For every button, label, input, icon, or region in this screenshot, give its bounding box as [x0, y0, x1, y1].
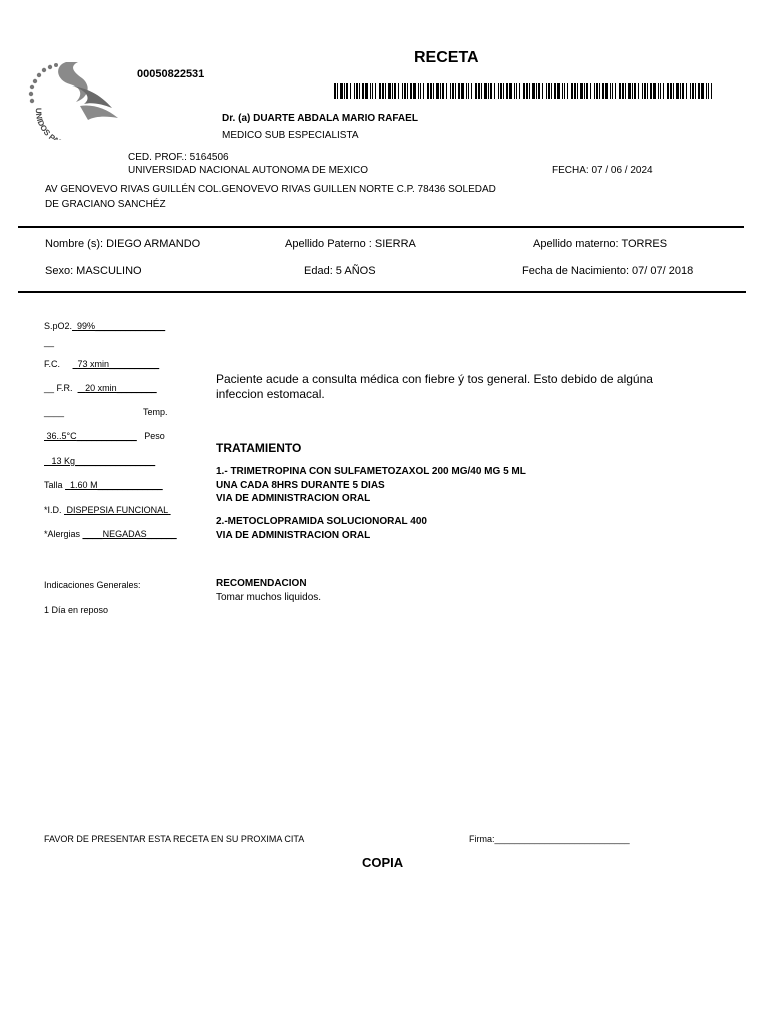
divider-top: [18, 226, 744, 228]
patient-fecha-nacimiento: Fecha de Nacimiento: 07/ 07/ 2018: [522, 265, 694, 277]
signature-line: ___________________________: [494, 834, 630, 844]
patient-apellido-materno: Apellido materno: TORRES: [533, 238, 668, 250]
patient-sexo: Sexo: MASCULINO: [45, 265, 142, 277]
patient-apellido-paterno: Apellido Paterno : SIERRA: [285, 238, 416, 250]
vital-fc-value: 73 xmin: [77, 359, 110, 369]
vital-peso: 13 Kg________________: [51, 456, 156, 466]
folio-number: 00050822531: [137, 68, 205, 80]
rx1-line-1: 1.- TRIMETROPINA CON SULFAMETOZAXOL 200 MG/40 MG 5 ML: [216, 466, 526, 477]
address-line-1: AV GENOVEVO RIVAS GUILLÉN COL.GENOVEVO RIVAS GUILLEN NORTE C.P. 78436 SOLEDAD: [45, 184, 496, 195]
vital-fc-label: F.C.: [44, 359, 61, 369]
address-line-2: DE GRACIANO SANCHÉZ: [45, 199, 166, 210]
patient-edad: Edad: 5 AÑOS: [304, 265, 376, 277]
rx2-line-1: 2.-METOCLOPRAMIDA SOLUCIONORAL 400: [216, 516, 427, 527]
fecha: FECHA: 07 / 06 / 2024: [552, 165, 653, 176]
vital-id: [44, 505, 171, 515]
barcode: [334, 83, 720, 99]
vital-fr-label: F.R.: [56, 383, 73, 393]
university: UNIVERSIDAD NACIONAL AUTONOMA DE MEXICO: [128, 165, 369, 176]
vital-alergias-value: NEGADAS: [102, 529, 147, 539]
vital-temp: 36..5°C____________ Peso: [46, 431, 165, 441]
tratamiento-title: TRATAMIENTO: [216, 441, 302, 455]
footer-notice: FAVOR DE PRESENTAR ESTA RECETA EN SU PROXIMA CITA: [44, 834, 305, 844]
indicaciones-text: 1 Día en reposo: [44, 605, 109, 615]
vital-peso-value: 13 Kg: [51, 456, 76, 466]
vital-id-label: *I.D.: [44, 505, 62, 515]
cedula-profesional: CED. PROF.: 5164506: [128, 152, 229, 163]
vital-spo2-value: 99%: [77, 321, 96, 331]
divider-patient: [18, 291, 746, 293]
vital-alergias: *Alergias ____NEGADAS______: [44, 529, 177, 539]
clinic-logo: [26, 58, 130, 140]
vital-temp-value: 36..5°C: [46, 431, 77, 441]
vital-id-value: DISPEPSIA FUNCIONAL: [66, 505, 169, 515]
doctor-name: Dr. (a) DUARTE ABDALA MARIO RAFAEL: [222, 113, 418, 124]
recomendacion-text: Tomar muchos liquidos.: [216, 592, 322, 603]
patient-nombre: Nombre (s): DIEGO ARMANDO: [45, 238, 201, 250]
vital-spo2: S.pO2. 99%______________: [44, 321, 166, 331]
vital-temp-label: Temp.: [143, 407, 168, 417]
vital-alergias-label: *Alergias: [44, 529, 81, 539]
indicaciones-title: Indicaciones Generales:: [44, 580, 141, 590]
clinical-note-line-2: infeccion estomacal.: [216, 387, 325, 401]
rx1-line-2: UNA CADA 8HRS DURANTE 5 DIAS: [216, 480, 385, 491]
recomendacion-title: RECOMENDACION: [216, 578, 307, 589]
firma-field: [469, 834, 630, 844]
vital-talla-value: 1.60 M: [70, 480, 98, 490]
logo-text: UNIDOS P: [33, 107, 57, 140]
vital-talla-label: Talla: [44, 480, 63, 490]
vital-fr-value: 20 xmin: [85, 383, 117, 393]
firma-label: Firma:: [469, 834, 495, 844]
copia-stamp: COPIA: [362, 855, 404, 870]
document-title: RECETA: [414, 49, 479, 66]
vital-fr: __ F.R. 20 xmin________: [44, 383, 157, 393]
vital-spo2-label: S.pO2.: [44, 321, 73, 331]
rx1-line-3: VIA DE ADMINISTRACION ORAL: [216, 493, 371, 504]
doctor-specialty: MEDICO SUB ESPECIALISTA: [222, 130, 359, 141]
vital-fc: F.C. 73 xmin__________: [44, 359, 160, 369]
vital-peso-label: Peso: [144, 431, 165, 441]
rx2-line-2: VIA DE ADMINISTRACION ORAL: [216, 530, 371, 541]
clinical-note-line-1: Paciente acude a consulta médica con fiebre ý tos general. Esto debido de algúna: [216, 372, 653, 386]
vital-talla: Talla 1.60 M_____________: [44, 480, 163, 490]
